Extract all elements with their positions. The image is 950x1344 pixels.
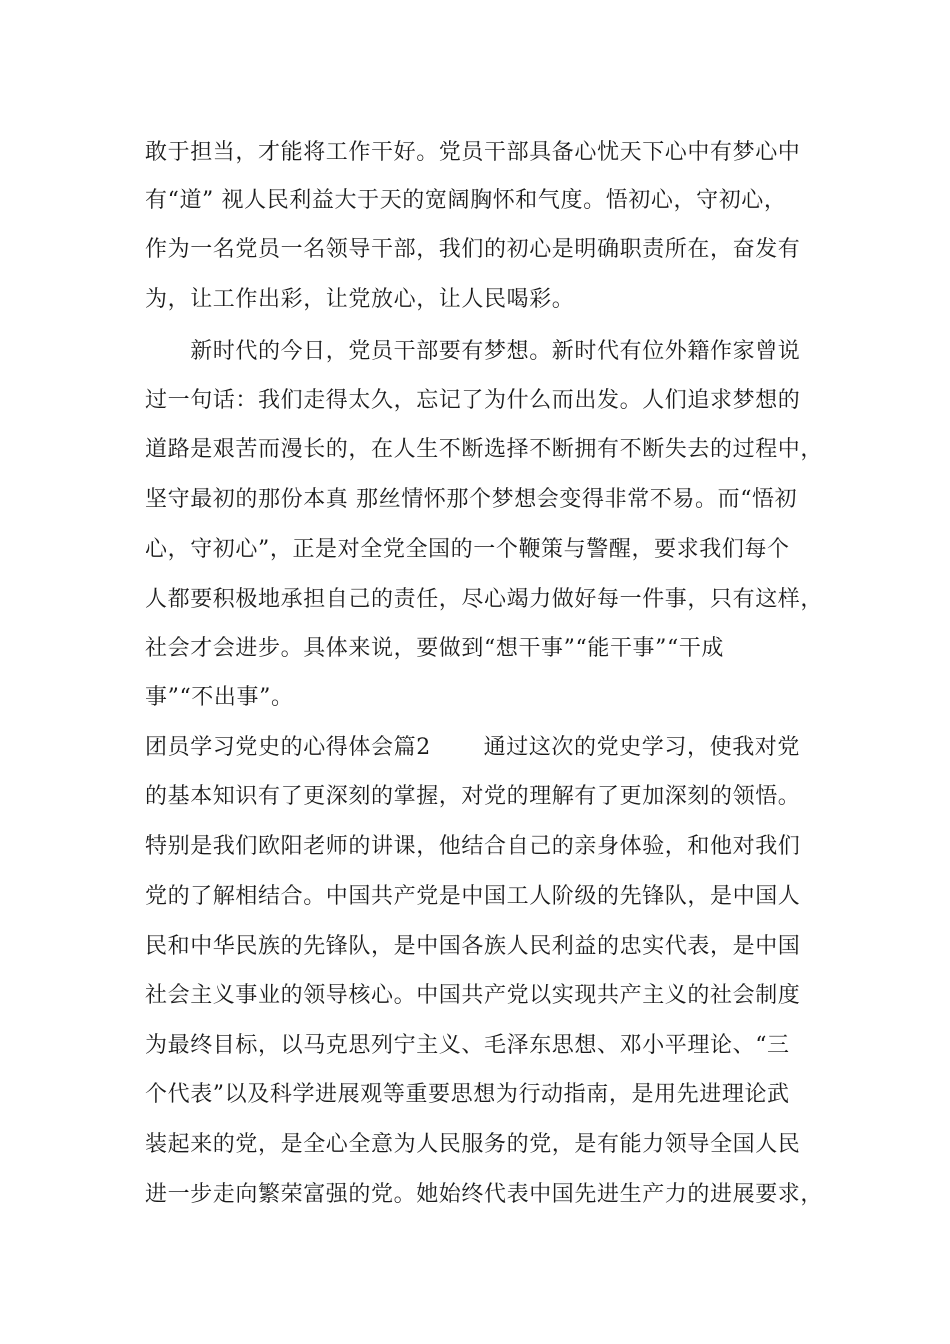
text-line: 道路是艰苦而漫长的，在人生不断选择不断拥有不断失去的过程中， xyxy=(145,437,824,462)
text-line: 人都要积极地承担自己的责任，尽心竭力做好每一件事，只有这样， xyxy=(145,587,824,612)
text-line: 党的了解相结合。中国共产党是中国工人阶级的先锋队，是中国人 xyxy=(145,884,801,909)
paragraph-start-line: 新时代的今日，党员干部要有梦想。新时代有位外籍作家曾说 xyxy=(145,339,801,364)
text-line: 装起来的党，是全心全意为人民服务的党，是有能力领导全国人民 xyxy=(145,1132,801,1157)
text-line: 有“道” 视人民利益大于天的宽阔胸怀和气度。悟初心，守初心， xyxy=(145,188,787,213)
text-line: 心，守初心”，正是对全党全国的一个鞭策与警醒，要求我们每个 xyxy=(145,537,790,562)
text-line: 进一步走向繁荣富强的党。她始终代表中国先进生产力的进展要求， xyxy=(145,1182,824,1207)
section-heading-line: 团员学习党史的心得体会篇2 通过这次的党史学习，使我对党 xyxy=(145,735,800,760)
text-line: 为，让工作出彩，让党放心，让人民喝彩。 xyxy=(145,287,575,312)
text-line: 坚守最初的那份本真 那丝情怀那个梦想会变得非常不易。而“悟初 xyxy=(145,487,798,512)
text-line: 个代表”以及科学进展观等重要思想为行动指南，是用先进理论武 xyxy=(145,1082,790,1107)
text-line: 特别是我们欧阳老师的讲课，他结合自己的亲身体验，和他对我们 xyxy=(145,834,801,859)
text-line: 敢于担当，才能将工作干好。党员干部具备心忧天下心中有梦心中 xyxy=(145,140,801,165)
text-line: 过一句话：我们走得太久，忘记了为什么而出发。人们追求梦想的 xyxy=(145,388,801,413)
text-line: 为最终目标，以马克思列宁主义、毛泽东思想、邓小平理论、“三 xyxy=(145,1033,790,1058)
text-line: 作为一名党员一名领导干部，我们的初心是明确职责所在，奋发有 xyxy=(145,237,801,262)
text-line: 民和中华民族的先锋队，是中国各族人民利益的忠实代表，是中国 xyxy=(145,934,801,959)
text-line: 事”“不出事”。 xyxy=(145,685,294,710)
text-line: 的基本知识有了更深刻的掌握，对党的理解有了更加深刻的领悟。 xyxy=(145,784,801,809)
text-line: 社会主义事业的领导核心。中国共产党以实现共产主义的社会制度 xyxy=(145,983,801,1008)
text-line: 社会才会进步。具体来说，要做到“想干事”“能干事”“干成 xyxy=(145,636,725,661)
